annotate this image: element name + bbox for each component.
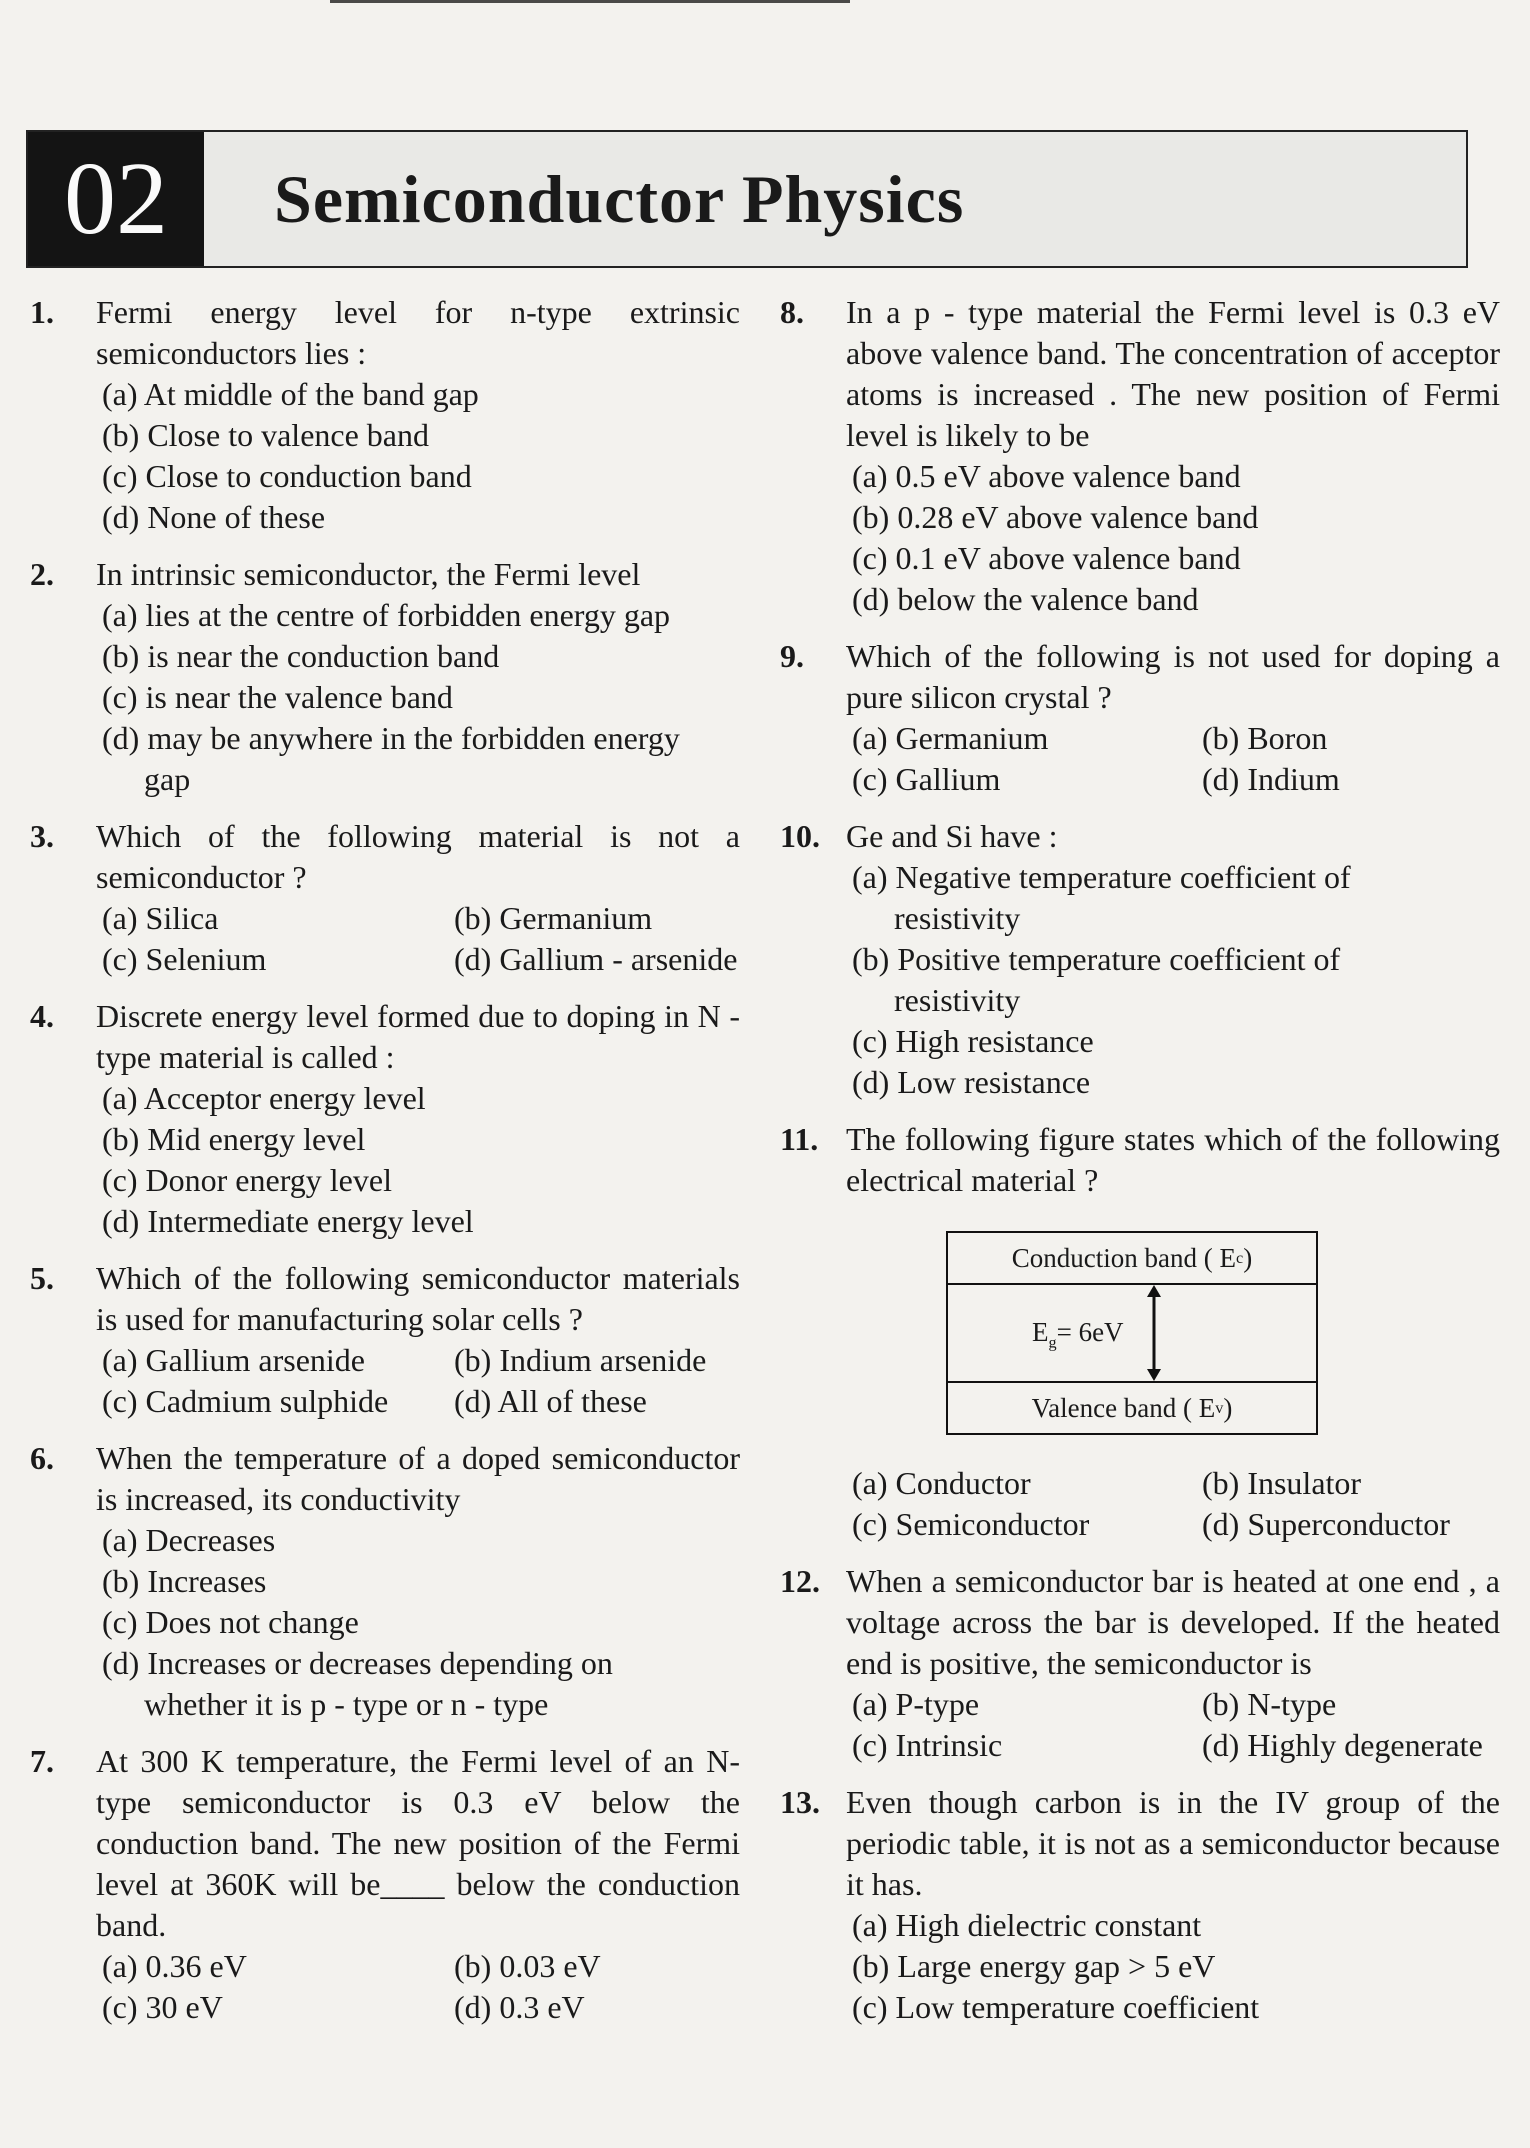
- chapter-header: [26, 130, 1468, 268]
- option: [846, 857, 1500, 939]
- gap-subscript: g: [1048, 1333, 1057, 1352]
- question-11: [780, 1119, 1500, 1201]
- chapter-number: 02: [28, 132, 204, 266]
- option: [96, 1643, 740, 1725]
- option: (a) At middle of the band gap: [102, 376, 479, 412]
- question-number: 12.: [780, 1563, 820, 1599]
- conduction-subscript: c: [1236, 1248, 1244, 1267]
- question-10: [780, 816, 1500, 1103]
- conduction-band-label: Conduction band ( E: [1011, 1242, 1237, 1273]
- option-line: (d) may be anywhere in the forbidden energy: [102, 720, 680, 756]
- question-3: [30, 816, 740, 980]
- option: (c) 0.1 eV above valence band: [852, 540, 1241, 576]
- option: (a) lies at the centre of forbidden energy gap: [102, 597, 671, 633]
- option-grid: [96, 1946, 740, 2028]
- option-grid: [96, 898, 740, 980]
- option-line: (d) Increases or decreases depending on: [102, 1645, 613, 1681]
- option: (b) Insulator: [1202, 1465, 1362, 1501]
- question-4: [30, 996, 740, 1242]
- option: (d) Highly degenerate: [1202, 1727, 1483, 1763]
- double-arrow-icon: [1144, 1285, 1164, 1381]
- option: (a) Silica: [102, 900, 219, 936]
- option: (c) Close to conduction band: [102, 458, 472, 494]
- gap-symbol: E: [1032, 1317, 1049, 1347]
- question-text: Which of the following semiconductor materials is used for manufacturing solar cells ?: [96, 1260, 740, 1337]
- forbidden-gap: [948, 1285, 1316, 1381]
- close-paren: ): [1243, 1242, 1253, 1273]
- question-text: In a p - type material the Fermi level is 0.3 eV above valence band. The concentration of acceptor atoms is increased . The new position of Fermi level is likely to be: [846, 294, 1500, 453]
- option: (b) Germanium: [454, 900, 653, 936]
- option: (a) 0.5 eV above valence band: [852, 458, 1241, 494]
- energy-band-diagram: [946, 1231, 1318, 1435]
- option-line: (a) Negative temperature coefficient of: [852, 859, 1351, 895]
- option: (a) Germanium: [852, 720, 1049, 756]
- option: (a) Gallium arsenide: [102, 1342, 365, 1378]
- option: (a) Decreases: [102, 1522, 276, 1558]
- option: (a) Acceptor energy level: [102, 1080, 426, 1116]
- option: [846, 939, 1500, 1021]
- option: (b) Large energy gap > 5 eV: [852, 1948, 1216, 1984]
- question-number: 4.: [30, 998, 54, 1034]
- question-number: 3.: [30, 818, 54, 854]
- option: (c) High resistance: [852, 1023, 1094, 1059]
- gap-label: [1032, 1319, 1124, 1351]
- valence-subscript: v: [1215, 1398, 1224, 1417]
- question-number: 8.: [780, 294, 804, 330]
- option-line: (b) Positive temperature coefficient of: [852, 941, 1341, 977]
- right-column: [780, 292, 1500, 2044]
- question-number: 13.: [780, 1784, 820, 1820]
- question-text: Discrete energy level formed due to doping in N - type material is called :: [96, 998, 740, 1075]
- option: (d) below the valence band: [852, 581, 1199, 617]
- option: (d) Indium: [1202, 761, 1340, 797]
- question-text: The following figure states which of the following electrical material ?: [846, 1121, 1500, 1198]
- conduction-band: [948, 1233, 1316, 1285]
- option-grid: [96, 1340, 740, 1422]
- option: (a) Conductor: [852, 1465, 1031, 1501]
- option: (c) 30 eV: [102, 1989, 223, 2025]
- question-number: 6.: [30, 1440, 54, 1476]
- question-number: 1.: [30, 294, 54, 330]
- question-text: When a semiconductor bar is heated at one end , a voltage across the bar is developed. If the heated end is positive, the semiconductor is: [846, 1563, 1500, 1681]
- option: (c) Intrinsic: [852, 1727, 1003, 1763]
- option-continuation: resistivity: [894, 982, 1021, 1018]
- question-12: [780, 1561, 1500, 1766]
- option: (d) None of these: [102, 499, 326, 535]
- option: (b) Mid energy level: [102, 1121, 366, 1157]
- question-text: In intrinsic semiconductor, the Fermi level: [96, 556, 641, 592]
- option-continuation: resistivity: [894, 900, 1021, 936]
- question-13: [780, 1782, 1500, 2028]
- option: (b) is near the conduction band: [102, 638, 500, 674]
- question-7: [30, 1741, 740, 2028]
- question-text: Which of the following material is not a semiconductor ?: [96, 818, 740, 895]
- option: [96, 718, 740, 800]
- option-continuation: whether it is p - type or n - type: [144, 1686, 549, 1722]
- option: (b) Indium arsenide: [454, 1342, 707, 1378]
- option: (c) Cadmium sulphide: [102, 1383, 389, 1419]
- close-paren: ): [1223, 1392, 1233, 1423]
- option-grid: [846, 718, 1500, 800]
- option-continuation: gap: [144, 761, 191, 797]
- question-text: When the temperature of a doped semiconductor is increased, its conductivity: [96, 1440, 740, 1517]
- left-column: [30, 292, 740, 2044]
- question-6: [30, 1438, 740, 1725]
- question-number: 10.: [780, 818, 820, 854]
- option: (d) Low resistance: [852, 1064, 1091, 1100]
- option: (c) Does not change: [102, 1604, 359, 1640]
- option: (d) All of these: [454, 1383, 647, 1419]
- question-text: At 300 K temperature, the Fermi level of an N-type semiconductor is 0.3 eV below the conduction band. The new position of the Fermi level at 360K will be____ below the conduction band.: [96, 1743, 740, 1943]
- option: (b) 0.28 eV above valence band: [852, 499, 1259, 535]
- option: (b) N-type: [1202, 1686, 1337, 1722]
- option: (d) Intermediate energy level: [102, 1203, 474, 1239]
- top-rule: [330, 0, 850, 3]
- question-number: 5.: [30, 1260, 54, 1296]
- option: (b) Boron: [1202, 720, 1328, 756]
- chapter-title: Semiconductor Physics: [274, 161, 965, 237]
- question-8: [780, 292, 1500, 620]
- question-number: 7.: [30, 1743, 54, 1779]
- option: (d) Superconductor: [1202, 1506, 1450, 1542]
- option: (c) Gallium: [852, 761, 1001, 797]
- question-text: Fermi energy level for n-type extrinsic semiconductors lies :: [96, 294, 740, 371]
- question-2: [30, 554, 740, 800]
- question-number: 9.: [780, 638, 804, 674]
- option: (d) 0.3 eV: [454, 1989, 585, 2025]
- option-grid: [846, 1684, 1500, 1766]
- option: (b) Close to valence band: [102, 417, 429, 453]
- question-text: Even though carbon is in the IV group of the periodic table, it is not as a semiconductor because it has.: [846, 1784, 1500, 1902]
- question-text: Ge and Si have :: [846, 818, 1058, 854]
- question-11-options: [780, 1463, 1500, 1545]
- gap-value: = 6eV: [1056, 1317, 1124, 1347]
- option-grid: [846, 1463, 1500, 1545]
- option: (a) 0.36 eV: [102, 1948, 247, 1984]
- option: (c) Semiconductor: [852, 1506, 1090, 1542]
- option: (d) Gallium - arsenide: [454, 941, 738, 977]
- question-9: [780, 636, 1500, 800]
- question-5: [30, 1258, 740, 1422]
- option: (b) Increases: [102, 1563, 267, 1599]
- option: (c) Donor energy level: [102, 1162, 392, 1198]
- question-number: 11.: [780, 1121, 819, 1157]
- option: (c) is near the valence band: [102, 679, 453, 715]
- question-1: [30, 292, 740, 538]
- option: (c) Low temperature coefficient: [852, 1989, 1260, 2025]
- question-text: Which of the following is not used for doping a pure silicon crystal ?: [846, 638, 1500, 715]
- option: (a) High dielectric constant: [852, 1907, 1202, 1943]
- valence-band-label: Valence band ( E: [1031, 1392, 1216, 1423]
- option: (c) Selenium: [102, 941, 267, 977]
- valence-band: [948, 1381, 1316, 1433]
- question-number: 2.: [30, 556, 54, 592]
- option: (a) P-type: [852, 1686, 980, 1722]
- option: (b) 0.03 eV: [454, 1948, 601, 1984]
